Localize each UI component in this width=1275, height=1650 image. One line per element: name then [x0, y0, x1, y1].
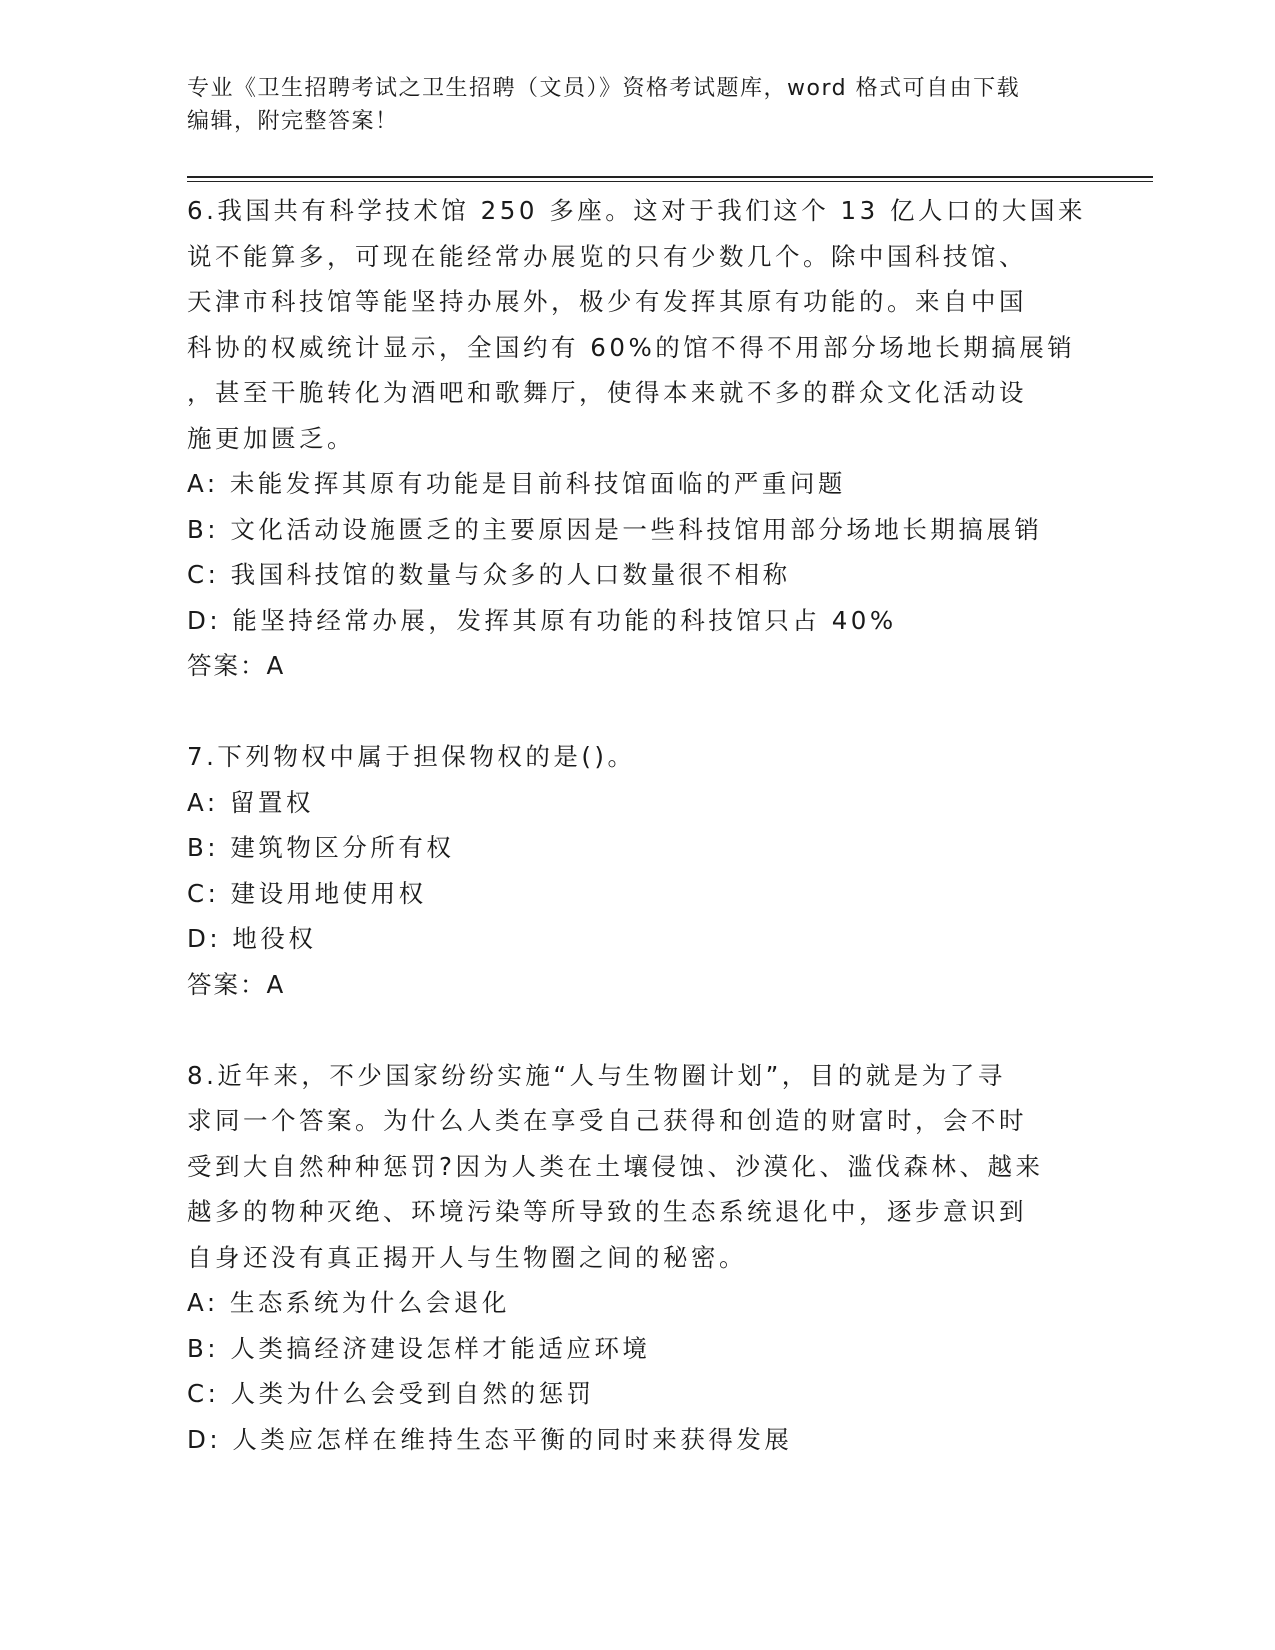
stem-line: 求同一个答案。为什么人类在享受自己获得和创造的财富时，会不时	[187, 1106, 1027, 1135]
option-b: B: 人类搞经济建设怎样才能适应环境	[187, 1333, 651, 1363]
stem-line: 说不能算多，可现在能经常办展览的只有少数几个。除中国科技馆、	[187, 241, 1027, 271]
option-a: A: 留置权	[187, 787, 314, 817]
header-line: 编辑，附完整答案！	[187, 109, 399, 134]
stem-line: 越多的物种灭绝、环境污染等所导致的生态系统退化中，逐步意识到	[187, 1197, 1027, 1226]
stem-line: 8.近年来，不少国家纷纷实施“人与生物圈计划”，目的就是为了寻	[187, 1060, 1006, 1090]
option-b: B: 建筑物区分所有权	[187, 833, 455, 862]
stem-line: 自身还没有真正揭开人与生物圈之间的秘密。	[187, 1242, 747, 1272]
question-stem	[187, 1053, 1087, 1281]
question-6	[187, 188, 1087, 689]
stem-line: ，甚至干脆转化为酒吧和歌舞厅，使得本来就不多的群众文化活动设	[187, 378, 1027, 407]
header-line: 专业《卫生招聘考试之卫生招聘（文员）》资格考试题库，word 格式可自由下载	[187, 76, 1021, 101]
option-d: D: 人类应怎样在维持生态平衡的同时来获得发展	[187, 1424, 793, 1454]
stem-line: 天津市科技馆等能坚持办展外，极少有发挥其原有功能的。来自中国	[187, 287, 1027, 316]
question-stem	[187, 734, 1087, 780]
option-b: B: 文化活动设施匮乏的主要原因是一些科技馆用部分场地长期搞展销	[187, 514, 1043, 544]
question-8	[187, 1053, 1087, 1463]
stem-line: 受到大自然种种惩罚?因为人类在土壤侵蚀、沙漠化、滥伐森林、越来	[187, 1151, 1044, 1181]
option-c: C: 我国科技馆的数量与众多的人口数量很不相称	[187, 560, 791, 589]
header-divider-thin	[187, 181, 1153, 182]
option-a: A: 未能发挥其原有功能是目前科技馆面临的严重问题	[187, 469, 846, 498]
header-divider-thick	[187, 176, 1153, 178]
spacer	[187, 1007, 1087, 1053]
stem-line: 6.我国共有科学技术馆 250 多座。这对于我们这个 13 亿人口的大国来	[187, 196, 1086, 225]
option-a: A: 生态系统为什么会退化	[187, 1288, 510, 1317]
question-stem	[187, 188, 1087, 461]
stem-line: 科协的权威统计显示，全国约有 60%的馆不得不用部分场地长期搞展销	[187, 332, 1076, 362]
option-c: C: 建设用地使用权	[187, 878, 427, 908]
stem-line: 施更加匮乏。	[187, 423, 355, 453]
option-d: D: 地役权	[187, 924, 317, 953]
question-7	[187, 734, 1087, 1007]
spacer	[187, 689, 1087, 735]
stem-line: 7.下列物权中属于担保物权的是()。	[187, 742, 636, 771]
option-d: D: 能坚持经常办展，发挥其原有功能的科技馆只占 40%	[187, 605, 897, 635]
answer-label: 答案：A	[187, 969, 286, 999]
answer-label: 答案：A	[187, 651, 286, 680]
document-header	[187, 72, 1087, 138]
question-list	[187, 188, 1087, 1462]
option-c: C: 人类为什么会受到自然的惩罚	[187, 1379, 595, 1408]
